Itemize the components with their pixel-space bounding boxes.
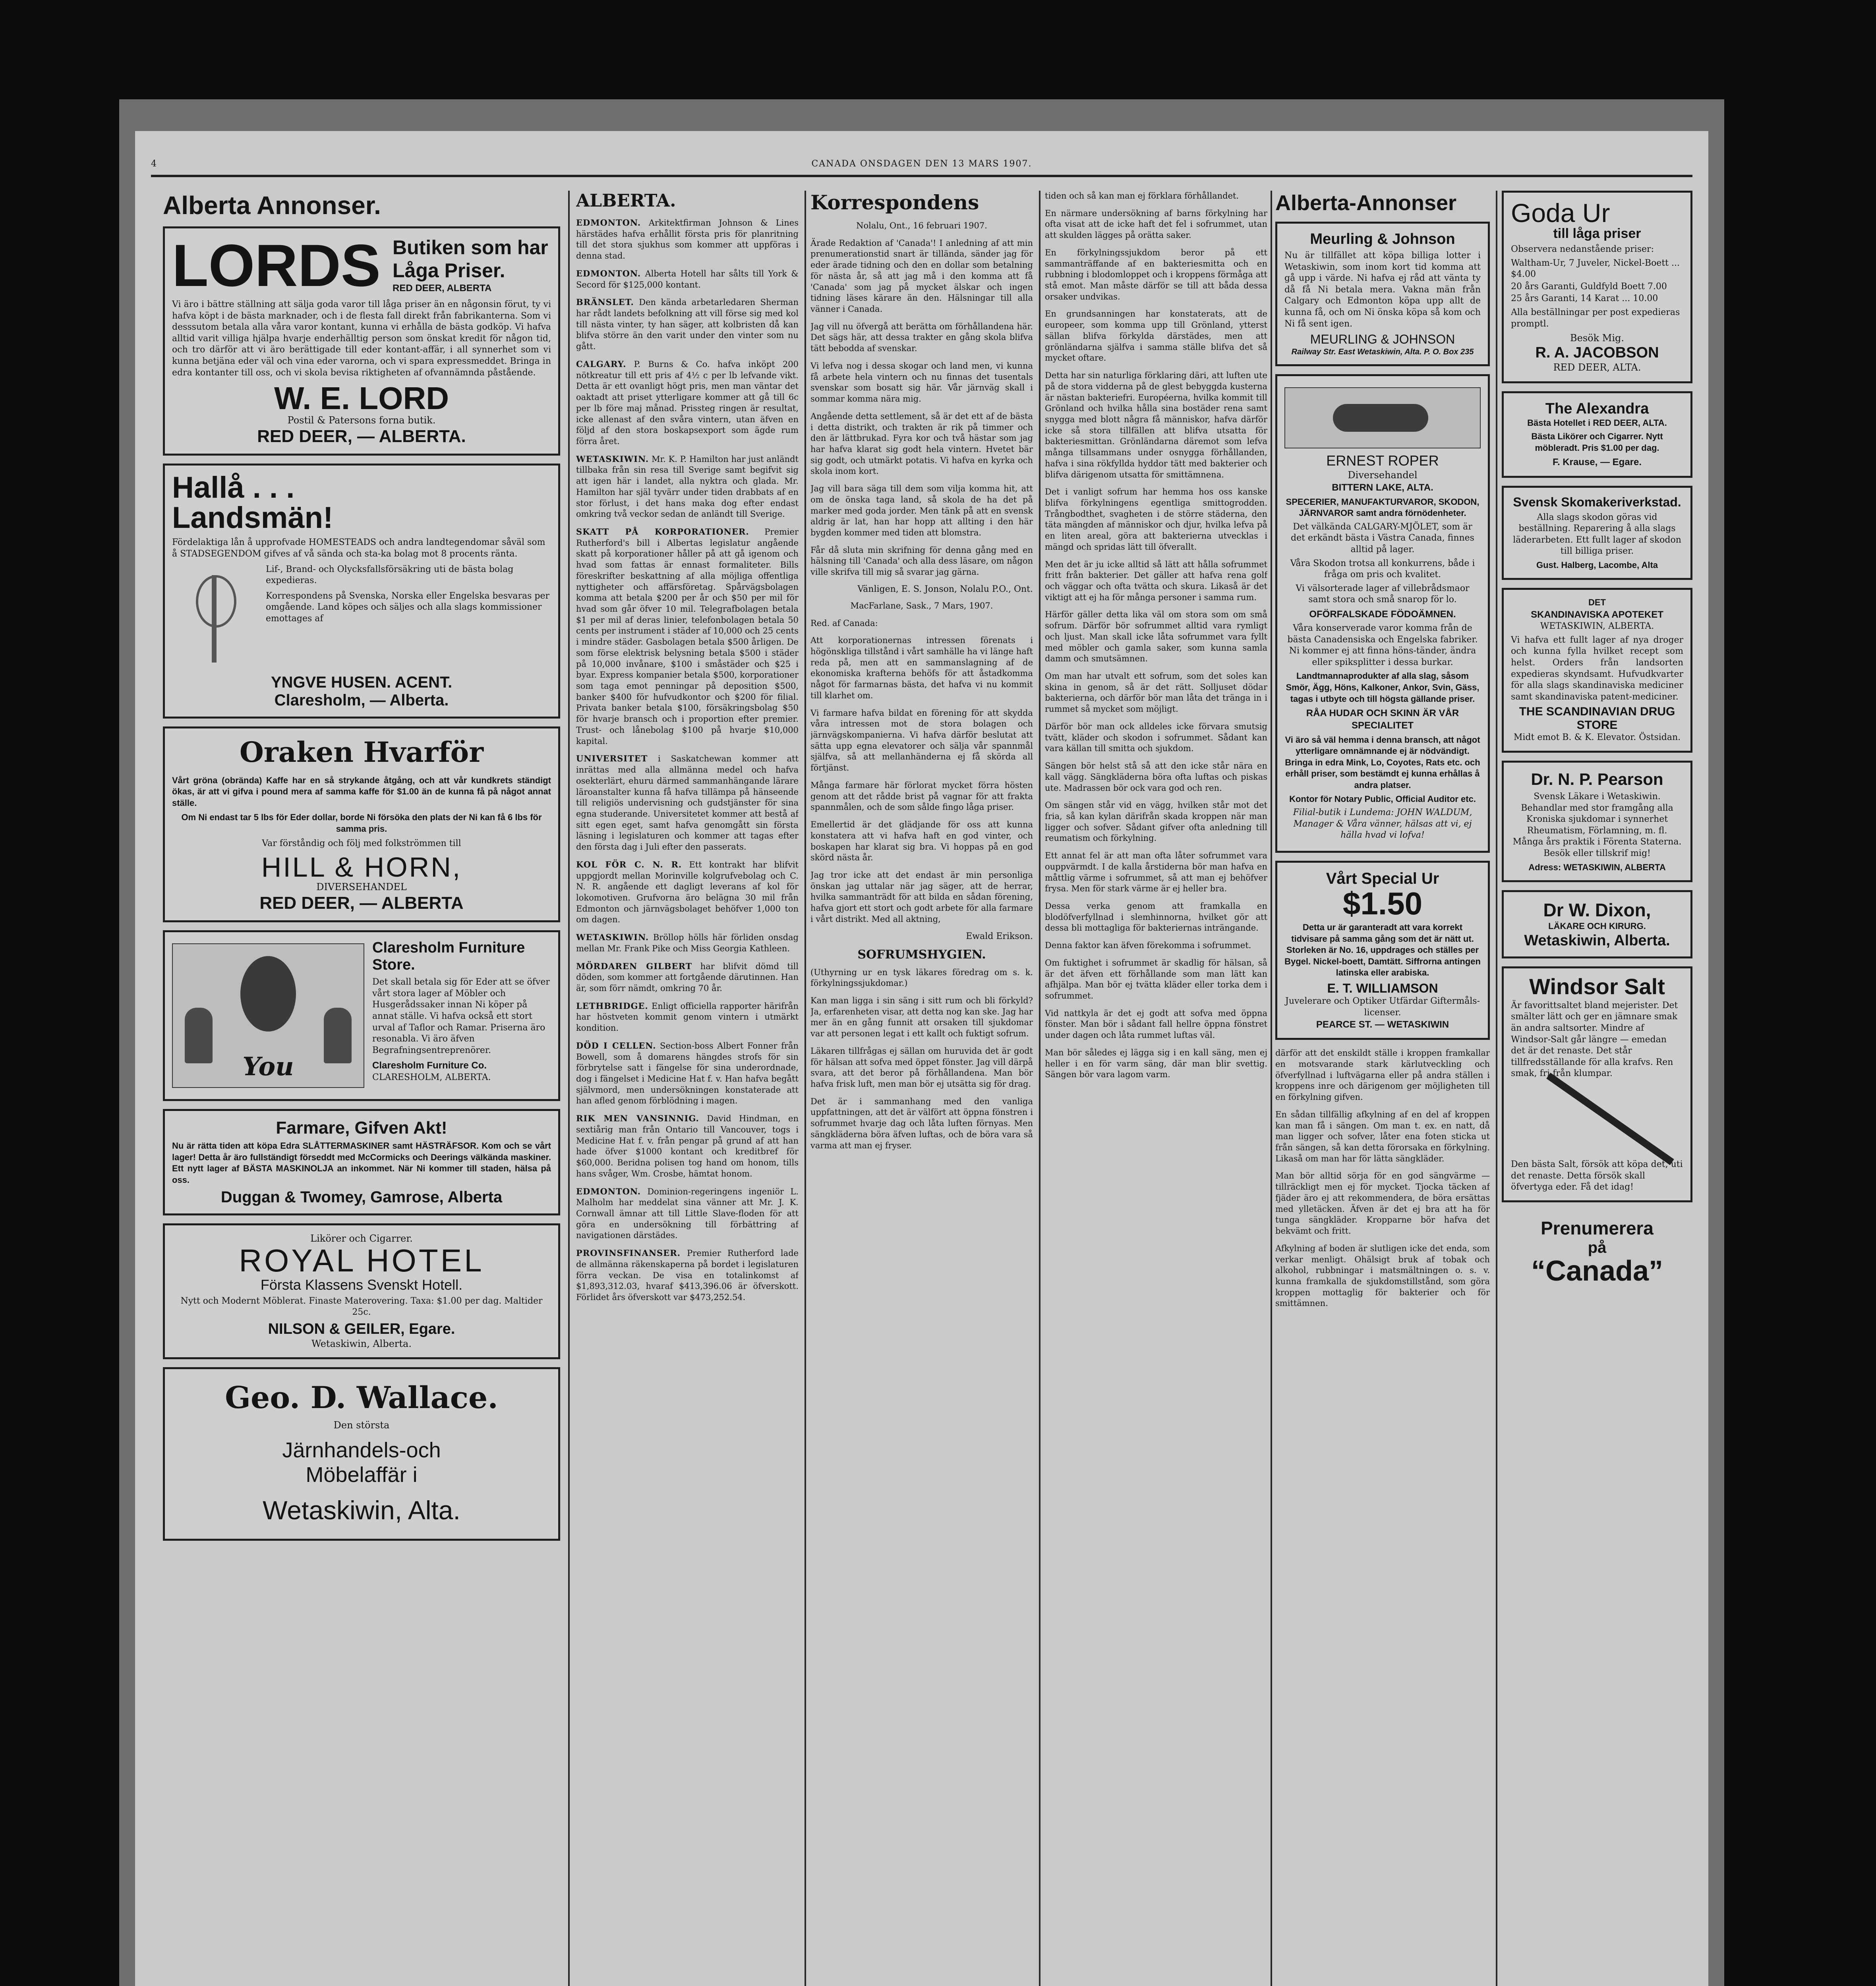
news-text: i Saskatchewan kommer att inrättas med alla allmänna medel och hafva osekterlärt, ehuru därmed sammanhängande lärare läroanstalter kunna få hafva tillämpa på hänseende till religiös undervisning och gudstjänster för sina egna studerande. Universitetet kommer att bestå af sitt egen eget, samt hafva genomgått sin första läsning i legislaturen och kommer att tagas efter den första dag i Juli efter den passerats.: [576, 754, 799, 852]
article-body: [1045, 191, 1267, 1080]
oraken-city: RED DEER, — ALBERTA: [259, 893, 464, 913]
roper-text8: Kontor för Notary Public, Official Auditor etc.: [1289, 794, 1476, 804]
article-paragraph: Ett annat fel är att man ofta låter sofrummet vara ouppvärmdt. I de kalla årstiderna bör man hafva en måttlig värme i sofrummet, så att man ej behöfver frysa. Men för stark värme är ej heller bra.: [1045, 851, 1267, 894]
oraken-text1: Vårt gröna (obrända) Kaffe har en så strykande åtgång, och att vår kundkrets ständigt ökas, är att vi gifva i pound mera af samma kaffe för $1.00 än de kunna få på något annat ställe.: [172, 775, 551, 808]
section-title: Alberta Annonser.: [163, 191, 381, 220]
news-list: [576, 217, 799, 1303]
article-paragraph: Detta har sin naturliga förklaring däri, att luften ute på de stora vidderna på de glest bebyggda kusterna är nästan bakteriefri. Européerna, hvilka kommit till Grönland och hvilka hålla sina bostäder rena samt snygga med blott några få människor, hafva därför icke så stora tillfällen att blifva utsatta för bakteriesmittan. Grönländarna däremot som lefva många tillsammans under osnygga förhållanden, hafva i sina rökfyllda hyddor tätt med bakterier och blifva därigenom utsatta för smittämnena.: [1045, 371, 1267, 479]
special-name: E. T. WILLIAMSON: [1327, 981, 1438, 995]
special-text: Detta ur är garanteradt att vara korrekt tidvisare på samma gång som det är nätt ut. Storleken är No. 16, uppdrages och ställes per Bygel. Nickel-boett, Damtätt. Siffrorna antingen latinska eller arabiska.: [1284, 922, 1481, 978]
lords-sub: Postil & Patersons forna butik.: [287, 415, 436, 426]
section-title: Korrespondens: [810, 191, 979, 214]
news-heading: LETHBRIDGE.: [576, 1001, 648, 1011]
column-rule: [568, 191, 570, 1986]
alexandra-title: The Alexandra: [1545, 400, 1649, 417]
news-heading: CALGARY.: [576, 359, 627, 369]
special-price: $1.50: [1342, 885, 1423, 921]
news-heading: EDMONTON.: [576, 268, 641, 278]
sofrum-body: [810, 967, 1033, 1151]
dixon-city: Wetaskiwin, Alberta.: [1524, 932, 1670, 949]
news-item: [576, 217, 799, 262]
news-heading: WETASKIWIN.: [576, 932, 649, 943]
letter-paragraph: Får då sluta min skrifning för denna gång med en hälsning till 'Canada' och alla dess läsare, om någon ville skrifva till mig så svarar jag gärna.: [810, 545, 1033, 577]
letter1-body: [810, 238, 1033, 578]
ad-goda-ur: [1502, 191, 1692, 383]
article-paragraph: Läkaren tillfrågas ej sällan om huruvida det är godt för hälsan att sofva med öppet fönster. Jag vill därpå svara, att det beror på förhållandena. Man bör hafva frisk luft, men man bör ej utsätta sig för drag.: [810, 1046, 1033, 1089]
goda-sub: till låga priser: [1553, 226, 1641, 241]
column-rule: [1271, 191, 1272, 1986]
news-heading: PROVINSFINANSER.: [576, 1248, 681, 1258]
price-item: 20 års Garanti, Guldfyld Boett 7.00: [1511, 281, 1667, 292]
roper-location: BITTERN LAKE, ALTA.: [1332, 482, 1433, 493]
news-text: Den kända arbetarledaren Sherman har rådt landets befolkning att vill förse sig med kol till nästa vinter, ty han säger, att kolbristen då kan blifva större än den varit under den vinter som nu gått.: [576, 298, 799, 352]
column-article-continued: [1045, 191, 1267, 1986]
roper-text1: SPECERIER, MANUFAKTURVAROR, SKODON, JÄRNVAROR samt andra förnödenheter.: [1286, 496, 1480, 518]
column-rule: [805, 191, 806, 1986]
prenum-line1: Prenumerera: [1541, 1217, 1654, 1238]
news-item: [576, 1001, 799, 1034]
prenum-line2: på: [1588, 1238, 1607, 1256]
news-item: [576, 1040, 799, 1107]
column-rule: [1039, 191, 1041, 1986]
windsor-title: Windsor Salt: [1529, 974, 1665, 999]
lords-logo: LORDS: [172, 232, 381, 299]
letter-paragraph: Ärade Redaktion af 'Canada'! I anledning af att min prenumerationstid snart är tillända, sänder jag för eder ärade tidning och den en dollar som betalning för nästa år, så att jag må i den komma att få 'Canada' som jag på mycket älskar och ingen tidning läses kärare än den. Hälsningar till alla vänner i Canada.: [810, 238, 1033, 314]
furniture-name: Claresholm Furniture Co.: [372, 1060, 487, 1071]
pearson-title: Dr. N. P. Pearson: [1531, 770, 1663, 788]
article-paragraph: Dessa verka genom att framkalla en blodöfverfyllnad i slemhinnorna, hvilket gör att dessa bli mottagliga för bakteriernas inträngande.: [1045, 901, 1267, 933]
article-paragraph: En sådan tillfällig afkylning af en del af kroppen kan man få i sängen. Om man t. ex. en natt, då man ligger och sofver, låter ena foten sticka ut från sängen, så kan detta förorsaka en förkylning. Likaså om man har för lätta sängkläder.: [1275, 1109, 1490, 1163]
roper-text2: Det välkända CALGARY-MJÖLET, som är det erkändt bästa i Västra Canada, finnes alltid på lager.: [1291, 522, 1474, 554]
news-text: Dominion-regeringens ingeniör L. Malholm har meddelat sina vänner att Mr. J. K. Cornwall ämnar att till Little Slave-floden för att göra en undersökning till förbättring af navigationen därstädes.: [576, 1186, 799, 1240]
goda-cta: Besök Mig.: [1570, 332, 1625, 344]
article-paragraph: därför att det enskildt ställe i kroppen framkallar en motsvarande stark kärlutveckling och öfverfyllnad i luftvägarna eller på andra ställen i kroppens inre och därigenom ger möjligheten till en förkylning gifven.: [1275, 1048, 1490, 1102]
ad-roper: [1275, 374, 1490, 853]
news-text: Enligt officiella rapporter härifrån har höstveten kommit genom vintern i utmärkt kondition.: [576, 1001, 799, 1033]
masthead: CANADA ONSDAGEN DEN 13 MARS 1907.: [811, 159, 1032, 169]
price-list: [1511, 258, 1683, 305]
news-text: Premier Rutherford lade de allmänna räkenskaperna på bordet i legislaturen förra veckan. De visa en totalinkomst af $1,893,312.03, hvaraf $413,396.06 är öfverskott. Förlidet års öfverskott var $473,252.54.: [576, 1248, 799, 1302]
hotel-city: Wetaskiwin, Alberta.: [311, 1338, 412, 1350]
roper-text6: Landtmannaprodukter af alla slag, såsom Smör, Ägg, Höns, Kalkoner, Ankor, Svin, Gäss, tagas i utbyte och till högsta gällande priser.: [1286, 671, 1480, 704]
news-heading: EDMONTON.: [576, 218, 641, 228]
news-item: [576, 454, 799, 520]
news-item: [576, 268, 799, 290]
news-heading: MÖRDAREN GILBERT: [576, 961, 692, 971]
news-heading: KOL FÖR C. N. R.: [576, 859, 682, 869]
header-rule: [151, 175, 1692, 177]
price-item: 25 års Garanti, 14 Karat ... 10.00: [1511, 294, 1658, 304]
news-item: [576, 961, 799, 994]
wallace-line2: Möbelaffär i: [306, 1463, 418, 1487]
halla-text1: Fördelaktiga lån å upprofvade HOMESTEADS och andra landtegendomar såväl som å STADSEGENDOM gifves af vå sända och sta-ka bolag mot 8 procents ränta.: [172, 537, 545, 559]
news-text: Section-boss Albert Fonner från Bowell, som å domarens hängdes strofs för sin förbrytelse satt i fängelse för sina underordnade, dog i fängelset i Medicine Hat f. v. Han hafva begått självmord, men undersökningen konstaterade att han afled genom förblödning i magen.: [576, 1041, 799, 1106]
article-paragraph: Man bör alltid sörja för en god sängvärme — tillräckligt men ej för mycket. Tjocka täcken af fjäder äro ej att rekommendera, de böra ersättas med ylletäcken. Äfven är det ej bra att ha för tunga sängkläder. Kropparne bör hafva det bekvämt och fritt.: [1275, 1171, 1490, 1236]
halla-city: Claresholm, — Alberta.: [274, 691, 449, 709]
furniture-text: Det skall betala sig för Eder att se öfver vårt stora lager af Möbler och Husgerådssaker innan Ni köper på annat ställe. Vi hafva också ett stort urval af Taflor och Ramar. Priserna äro resonabla. Vi äro äfven Begrafningsentreprenörer.: [372, 977, 550, 1055]
pearson-addr: Adress: WETASKIWIN, ALBERTA: [1528, 862, 1666, 872]
roper-heading1: OFÖRFALSKADE FÖDOÄMNEN.: [1309, 609, 1456, 620]
article-paragraph: Det i vanligt sofrum har hemma hos oss kanske blifva förkylningens egentliga smittogrodden. Trångbodthet, svagheten i de större städerna, den täta mängden af människor och djur, hvilka lefva på en liten areal, göra att bakterierna utvecklas i mängd och spridas lätt till öfverallt.: [1045, 487, 1267, 552]
letter-paragraph: Att korporationernas intressen förenats i högönskliga tillstånd i vårt samhälle ha vi länge haft reda på, men att en sammanslagning af de ekonomiska krafterna behöfs för att åstadkomma något för farmarnas bästa, det hafva vi nu kommit till klarhet om.: [810, 636, 1033, 700]
letter1-signature: Vänligen, E. S. Jonson, Nolalu P.O., Ont.: [857, 584, 1033, 594]
page-number: 4: [151, 159, 157, 169]
hotel-text: Nytt och Modernt Möblerat. Finaste Materovering. Taxa: $1.00 per dag. Maltider 25c.: [180, 1296, 543, 1318]
special-sub: Juvelerare och Optiker Utfärdar Giftermåls-licenser.: [1285, 996, 1480, 1018]
news-heading: UNIVERSITET: [576, 753, 648, 764]
news-item: [576, 526, 799, 747]
news-item: [576, 1248, 799, 1303]
letter-paragraph: Jag vill nu öfvergå att berätta om förhållandena här. Det sägs här, att dessa trakter en gång skola blifva tätt bebodda af svenskar.: [810, 321, 1033, 354]
goda-title: Goda Ur: [1511, 198, 1610, 228]
article-paragraph: En grundsanningen har konstaterats, att de europeer, som komma upp till Grönland, ytterst sällan blifva förkylda därstädes, men att grönländarna själfva i samma ställe blifva det så mycket oftare.: [1045, 309, 1267, 363]
letter-paragraph: Jag vill bara säga till dem som vilja komma hit, att om de önska taga land, så skola de ha det på marker med goda jorder. Men tänk på att en svensk aldrig är lat, han har hopp att allting i den här bygden kommer med tiden att blomstra.: [810, 484, 1033, 537]
wallace-sub: Den största: [333, 1420, 390, 1431]
news-item: [576, 1186, 799, 1242]
goda-note: Alla beställningar per post expedieras promptl.: [1511, 307, 1680, 329]
letter-paragraph: Jag tror icke att det endast är min personliga önskan jag uttalar när jag säger, att de herrar, hvilka sammanträdt för att bilda en sådan förening, hafva gjort ett stort och godt arbete för alla farmare i vårt distrikt. Med all aktning,: [810, 870, 1033, 924]
windsor-text2: Den bästa Salt, försök att köpa det, uti det renaste. Detta försök skall öfvertyga eder. Få det idag!: [1511, 1159, 1683, 1192]
lords-location: RED DEER, ALBERTA: [393, 283, 492, 294]
oraken-text3: Var förståndig och följ med folkströmmen till: [262, 838, 461, 848]
meurling-name: MEURLING & JOHNSON: [1310, 332, 1455, 347]
halla-text2: Lif-, Brand- och Olycksfallsförsäkring uti de bästa bolag expedieras.: [266, 564, 514, 586]
ad-meurling: [1275, 222, 1490, 366]
newspaper-page: [135, 131, 1708, 1986]
alexandra-text: Bästa Likörer och Cigarrer. Nytt möbleradt. Pris $1.00 per dag.: [1531, 431, 1663, 453]
ad-special-watch: [1275, 861, 1490, 1040]
ad-windsor-salt: [1502, 966, 1692, 1202]
farmare-title: Farmare, Gifven Akt!: [276, 1118, 447, 1138]
goda-name: R. A. JACOBSON: [1535, 344, 1659, 361]
apotek-name: THE SCANDINAVIAN DRUG STORE: [1519, 705, 1675, 732]
letter-paragraph: Vi lefva nog i dessa skogar och land men, vi kunna få arbete hela vintern och nu finnas det tusentals svenskar som bosatt sig här. Vår järnväg skall i sommar komma nära mig.: [810, 361, 1033, 404]
article-paragraph: Afkylning af boden är slutligen icke det enda, som verkar menligt. Ohälsigt bruk af tobak och alkohol, rubbningar i matsmältningen o. s. v. kunna framkalla de sjukdomstillstånd, som göra kroppen mottaglig för bakterier och för smittämnen.: [1275, 1243, 1490, 1308]
article-paragraph: Om fuktighet i sofrummet är skadlig för hälsan, så är det äfven ett förhållande som man lätt kan afhjälpa. Man bör ej tvätta kläder eller torka dem i sofrummet.: [1045, 958, 1267, 1001]
news-item: [576, 359, 799, 447]
article-paragraph: Man bör således ej lägga sig i en kall säng, men ej heller i en för varm säng, där man blir svettig. Sängen bör vara lagom varm.: [1045, 1047, 1267, 1080]
letter2-head: MacFarlane, Sask., 7 Mars, 1907.: [850, 601, 993, 610]
letter-paragraph: Många farmare här förlorat mycket förra hösten genom att det rådde brist på vagnar för att frakta spannmålen, och de som sålde fingo låga priser.: [810, 780, 1033, 812]
oraken-title: Oraken Hvarför: [239, 735, 484, 769]
ad-wallace: [163, 1367, 560, 1541]
ad-halla: [163, 464, 560, 718]
article-paragraph: Sängen bör helst stå så att den icke står nära en kall vägg. Sängkläderna böra ofta luftas och piskas ute. Madrassen bör ock vara god och ren.: [1045, 761, 1267, 793]
hotel-name: NILSON & GEILER, Egare.: [268, 1321, 455, 1338]
ad-lords: [163, 226, 560, 456]
lords-city: RED DEER, — ALBERTA.: [257, 427, 466, 446]
article-paragraph: tiden och så kan man ej förklara förhållandet.: [1045, 191, 1239, 201]
pearson-text: Svensk Läkare i Wetaskiwin. Behandlar med stor framgång alla Kroniska sjukdomar i synnerhet Rheumatism, Förlamning, m. fl. Många års praktik i Förenta Staterna. Besök eller tillskrif mig!: [1512, 792, 1682, 858]
apotek-title: SKANDINAVISKA APOTEKET: [1531, 609, 1663, 620]
letter1-head: Nolalu, Ont., 16 februari 1907.: [856, 221, 987, 230]
skomaker-addr: Gust. Halberg, Lacombe, Alta: [1536, 560, 1658, 570]
news-item: [576, 932, 799, 954]
skomaker-text: Alla slags skodon göras vid beställning. Reparering å alla slags läderarbeten. Ett fullt lager af skodon till billiga priser.: [1513, 512, 1681, 556]
article-paragraph: Om man har utvalt ett sofrum, som det soles kan skina in genom, så är det rätt. Solljuset dödar bakterierna, och därför bör man låta det tränga in i rummet så mycket som möjligt.: [1045, 671, 1267, 714]
sofrum-title: SOFRUMSHYGIEN.: [857, 947, 986, 962]
goda-city: RED DEER, ALTA.: [1553, 362, 1641, 373]
dixon-title: Dr W. Dixon,: [1543, 900, 1651, 921]
news-item: [576, 753, 799, 852]
news-text: Alberta Hotell har sålts till York & Secord för $125,000 kontant.: [576, 269, 799, 290]
article-paragraph: Därför bör man ock alldeles icke förvara smutsig tvätt, kläder och skodon i sofrummet. Sådant kan vara källan till smitta och sjukdom.: [1045, 721, 1267, 753]
letter-paragraph: Emellertid är det glädjande för oss att kunna konstatera att vi hafva haft en god vinter, och boskapen har klarat sig bra. Vi hoppas på en god skörd nästa år.: [810, 820, 1033, 863]
lords-name: W. E. LORD: [274, 381, 449, 416]
special-title: Vårt Special Ur: [1326, 869, 1439, 887]
article-paragraph: Denna faktor kan äfven förekomma i sofrummet.: [1045, 941, 1251, 950]
halla-title1: Hallå . . .: [172, 471, 295, 505]
column-alberta-annonser-right: [1275, 191, 1490, 1986]
lords-text: Vi äro i bättre ställning att sälja goda varor till låga priser än en någonsin förut, ty vi hafva köpt i de bästa marknader, och i de flesta fall direkt från fabrikanterna. Som vi desssutom betala alla våra varor kontant, kunna vi erhålla de bästa godköp. Vi hafva alltid varit villiga hjälpa hvarje enderhälltig person som önskat kredit för någon tid, och tro därför att vi äro berättigade till eder kontant-affär, i all synnerhet som vi kunna betjäna eder väl och vina eder varorna, och vi spara expressmeddet. Bringa in edra kontanter till oss, och vi skola bevisa riktigheten af ofvannämnda påstående.: [172, 299, 551, 378]
wallace-title: Geo. D. Wallace.: [225, 1380, 498, 1416]
article-paragraph: Härför gäller detta lika väl om stora som om små sofrum. Därför bör sofrummet alltid vara rymligt och ljust. Man skall icke låta sofrummet vara fyllt med möbler och gamla saker, som kunna samla damm och smutsämnen.: [1045, 610, 1267, 664]
column-rule: [1496, 191, 1497, 1986]
lords-line1: Butiken som har: [393, 236, 548, 259]
oraken-text2: Om Ni endast tar 5 lbs för Eder dollar, borde Ni försöka den plats der Ni kan få 6 lbs för samma pris.: [181, 812, 542, 834]
news-heading: RIK MEN VANSINNIG.: [576, 1113, 699, 1124]
apotek-addr: Midt emot B. & K. Elevator. Östsidan.: [1513, 732, 1681, 743]
wheat-illustration: [172, 567, 259, 670]
halla-agent: YNGVE HUSEN. ACENT.: [271, 673, 453, 691]
lords-line2: Låga Priser.: [393, 259, 505, 282]
ad-farmare: [163, 1109, 560, 1215]
news-text: Mr. K. P. Hamilton har just anländt tillbaka från sin resa till Sverige samt begifvit sig att igen här i landet, alla nyktra och glada. Mr. Hamilton har själ tyvärr under tiden drabbats af en stor förlust, i det hans maka dog efter endast omkring två veckor sedan de anländt till Sverige.: [576, 454, 799, 519]
meurling-addr: Railway Str. East Wetaskiwin, Alta. P. O. Box 235: [1291, 348, 1474, 357]
news-heading: DÖD I CELLEN.: [576, 1040, 656, 1051]
roper-heading2: RÅA HUDAR OCH SKINN ÄR VÅR SPECIALITET: [1306, 708, 1459, 731]
apotek-top: DET: [1588, 597, 1606, 608]
section-title: Alberta-Annonser: [1275, 191, 1457, 215]
letter2-salute: Red. af Canada:: [810, 618, 878, 628]
price-item: Waltham-Ur, 7 Juveler, Nickel-Boett ... $4.00: [1511, 258, 1680, 280]
roper-text4: Vi välsorterade lager af villebrådsmaor samt stora och små snarор för lo.: [1296, 583, 1470, 605]
furniture-city: CLARESHOLM, ALBERTA.: [372, 1072, 491, 1082]
section-title: ALBERTA.: [576, 191, 676, 211]
article-paragraph: En närmare undersökning af barns förkylning har ofta visat att de icke haft det fel i sofrummet, utan att skulden lägges på orätta saker.: [1045, 208, 1267, 240]
dixon-sub: LÄKARE OCH KIRURG.: [1548, 921, 1646, 931]
ad-pearson: [1502, 761, 1692, 882]
news-heading: WETASKIWIN.: [576, 454, 649, 464]
article-paragraph: Om sängen står vid en vägg, hvilken står mot det fria, så kan kylan därifrån skada kroppen när man ligger och sofver. Sådant gifver ofta anledning till reumatism och förkylning.: [1045, 800, 1267, 843]
article-paragraph: En förkylningssjukdom beror på ett sammanträffande af en bakteriesmitta och en rubbning i blodomloppet och i kroppens förmåga att stå emot. Man måste därför se till att båda dessa orsaker undvikas.: [1045, 247, 1267, 301]
pen-illustration: [1511, 1084, 1683, 1155]
roper-text7: Vi äro så väl hemma i denna bransch, att något ytterligare omnämnande ej är nödvändigt. Bringa in edra Mink, Lo, Coyotes, Rats etc. och erhåll priser, som bestämdt ej kunna erhållas å andra platser.: [1285, 734, 1480, 790]
news-item: [576, 297, 799, 352]
oraken-name: HILL & HORN,: [261, 852, 462, 883]
article-paragraph: (Uthyrning ur en tysk läkares föredrag om s. k. förkylningssjukdomar.): [810, 967, 1033, 988]
meurling-title: Meurling & Johnson: [1310, 231, 1455, 247]
meurling-text: Nu är tillfället att köpa billiga lotter i Wetaskiwin, som inom kort tid komma att gå upp i värde. Ni hafva ej råd att vänta ty då få Ni betala mera. Vakna män från Calgary och Edmonton köpa upp allt de kunna få, och om Ni önska köpa så kom och Ni få sent igen.: [1284, 251, 1481, 329]
news-item: [576, 859, 799, 925]
letter-paragraph: Angående detta settlement, så är det ett af de bästa i detta distrikt, och trakten är rik på timmer och den är lättbrukad. Fyra kor och två hästar som jag har hafva klarat sig godt hela vintern. Hvetet bär sig godt, och utmärkt potatis. Vi hafva en kyrka och skola inom kort.: [810, 411, 1033, 476]
ad-apotek: [1502, 588, 1692, 753]
farmare-text: Nu är rätta tiden att köpa Edra SLÅTTERMASKINER samt HÄSTRÄFSOR. Kom och se vårt lager! Detta år äro fullständigt förseddt med McCormicks och Deerings välkända maskiner. Ett nytt lager af BÄSTA MASKINOLJA an inkommet. När Ni kommer till staden, hälsa på oss.: [172, 1141, 551, 1185]
ad-dixon: [1502, 890, 1692, 958]
news-text: Premier Rutherford's bill i Albertas legislatur angående skatt på korporationer håller på att gå igenom och hvad som fattas är ennast formaliteter. Bills föreskrifter beskattning af alla möjliga offentliga nyttigheter och affärsföretag. Spårvägsbolagen komma att betala $200 per år och $50 per mil för hvad som går öfver 10 mil. Telegrafbolagen betala $1 per mil af deras linier, telefonbolagen betala 50 cents per instrument i städer af 10,000 och 25 cents i mindre städer. Gasbolagen betala $500 årligen. De som förse elektrisk belysning betala $500 i städer på 10,000 invånare, $100 i småstäder och $25 i byar. Express kompanier betala $500, korporationer som taga emot penningar på deposition $500, banker $400 för hufvudkontor och $200 för filial. Privata banker betala $100, försäkringsbolag $50 för hvarje bransch och i proportion efter premier. Trust- och lånebolag $100 på hvarje $10,000 kapital.: [576, 527, 799, 746]
page-header: [151, 159, 1692, 168]
news-text: P. Burns & Co. hafva inköpt 200 nötkreatur till ett pris af 4½ c per lb lefvande vikt. Detta är ett ovanligt högt pris, men man väntar det oaktadt att priset ytterligare kommer att gå till 6c per lb före maj månad. Prissteg ringen är resultat, icke allenast af den svåra vintern, utan äfven en följd af den stora boskapsexport som ägde rum förra året.: [576, 359, 799, 446]
ad-alexandra: [1502, 391, 1692, 478]
apotek-text: Vi hafva ett fullt lager af nya droger och kunna fylla hvilket recept som helst. Orders från landsorten expedieras skyndsamt. Hufvudkvarter för alla slags skandinaviska mediciner samt skandinaviska patent-mediciner.: [1511, 635, 1683, 702]
halla-title2: Landsmän!: [172, 501, 333, 535]
column-alberta-news: [576, 191, 799, 1986]
news-text: Ett kontrakt har blifvit uppgjordt mellan Morinville kolgrufvebolag och C. N. R. angående ett dagligt leverans af kol för lokomotiven. Grufvorna äro belägna 30 mil från Edmonton och järnvägsbolaget behöfver 1,000 ton om dagen.: [576, 860, 799, 925]
column-korrespondens: [810, 191, 1033, 1986]
hotel-top: Likörer och Cigarrer.: [310, 1233, 413, 1244]
roper-text3: Våra Skodon trotsa all konkurrens, både i fråga om pris och kvalitet.: [1290, 558, 1475, 580]
article-paragraph: Men det är ju icke alltid så lätt att hålla sofrummet fritt från bakterier. Det gäller att hafva rena golf och väggar och ofta tvätta och skura. Likaså är det viktigt att ej ha för många personer i samma rum.: [1045, 559, 1267, 602]
oraken-sub: DIVERSEHANDEL: [316, 881, 407, 893]
windsor-text: Är favorittsaltet bland mejerister. Det smälter lätt och ger en jämnare smak än andra saltsorter. Mindre af Windsor-Salt går längre — emedan det är det renaste. Det står tillfredsställande för alla krafvs. Ren smak, fri från klumpar.: [1511, 1000, 1678, 1079]
ad-furniture: [163, 930, 560, 1101]
news-text: Arkitektfirman Johnson & Lines härstädes hafva erhållit första pris för planritning till det stora sjukhus som kommer att uppföras i denna stad.: [576, 218, 799, 261]
ad-prenumerera: [1502, 1210, 1692, 1292]
special-addr: PEARCE ST. — WETASKIWIN: [1316, 1019, 1449, 1030]
article-paragraph: Det är i sammanhang med den vanliga uppfattningen, att det är välfört att öppna fönstren i sofrummet hvarje dag och låta luften förnyas. Men sängkläderna böra äfven luftas, och de böra vara så varma att man ej fryser.: [810, 1096, 1033, 1150]
hotel-sub: Första Klassens Svenskt Hotell.: [260, 1276, 463, 1293]
skomaker-title: Svensk Skomakeriverkstad.: [1513, 495, 1681, 509]
ad-royal-hotel: [163, 1223, 560, 1360]
ad-oraken: [163, 726, 560, 923]
letter-paragraph: Vi farmare hafva bildat en förening för att skydda våra intressen mot de stora bolagen och järnvägskompanierna. Vi hafva därför beslutat att sätta upp egna elevatorer och sälja vår spannmål själfva, så att mellanhänderna ej få skörda all förtjänst.: [810, 708, 1033, 773]
farmare-name: Duggan & Twomey, Gamrose, Alberta: [220, 1188, 503, 1206]
you-illustration: [172, 943, 364, 1088]
hotel-title: ROYAL HOTEL: [239, 1242, 484, 1278]
wallace-line1: Järnhandels-och: [282, 1438, 441, 1462]
roper-text5: Våra konserverade varor komma från de bästa Canadensiska och Engelska fabriker. Ni kommer ej att finna höns-tänder, ändra eller spiksplitter i dessa burkar.: [1287, 623, 1478, 667]
news-text: har blifvit dömd till döden, som kommer att fortgående därutinnen. Han är, som förr nämdt, omkring 70 år.: [576, 961, 799, 993]
furniture-title: Claresholm Furniture Store.: [372, 939, 525, 974]
alexandra-owner: F. Krause, — Egare.: [1552, 457, 1642, 468]
news-heading: BRÄNSLET.: [576, 297, 634, 307]
beaver-illustration: [1284, 387, 1481, 448]
news-heading: EDMONTON.: [576, 1186, 641, 1196]
roper-footer: Filial-butik i Lundema: JOHN WALDUM, Manager & Våra vänner, hälsas att vi, ej hälla hvad vi lofva!: [1293, 808, 1472, 840]
letter2-signature: Ewald Erikson.: [966, 931, 1033, 941]
prenum-line3: “Canada”: [1531, 1255, 1663, 1287]
letter2-body: [810, 635, 1033, 925]
column-alberta-annonser: [163, 191, 560, 1986]
column-ads-far-right: [1502, 191, 1692, 1986]
news-text: Bröllop hölls här förliden onsdag mellan Mr. Frank Pike och Miss Georgia Kathleen.: [576, 933, 799, 953]
roper-sub: Diversehandel: [1348, 469, 1418, 481]
you-label: You: [242, 1052, 294, 1082]
news-heading: SKATT PÅ KORPORATIONER.: [576, 526, 749, 537]
roper-title: ERNEST ROPER: [1326, 452, 1439, 469]
apotek-location: WETASKIWIN, ALBERTA.: [1540, 621, 1654, 632]
wallace-city: Wetaskiwin, Alta.: [263, 1495, 460, 1525]
article-paragraph: Vid nattkyla är det ej godt att sofva med öppna fönster. Man bör i sådant fall hellre öppna fönstret under dagen och låta rummet luftas väl.: [1045, 1008, 1267, 1040]
article-paragraph: Kan man ligga i sin säng i sitt rum och bli förkyld? Ja, erfarenheten visar, att detta nog kan ske. Jag har mer än en gång funnit att orsaken till sjukdomar var att personen legat i ett kallt och fuktigt sofrum.: [810, 995, 1033, 1039]
news-item: [576, 1113, 799, 1179]
article-continued: [1275, 1048, 1490, 1309]
ad-skomakeri: [1502, 486, 1692, 580]
alexandra-sub: Bästa Hotellet i RED DEER, ALTA.: [1527, 417, 1667, 428]
news-text: David Hindman, en sextiårig man från Ontario till Vancouver, togs i Medicine Hat f. v. från pengar på grund af att han hade öfver $1000 kontant och kreditbref för $60,000. Beridna polisen tog hand om honom, tills hans svåger, Wm. Crosbe, hämtat honom.: [576, 1114, 799, 1178]
goda-intro: Observera nedanstående priser:: [1511, 244, 1654, 254]
halla-text3: Korrespondens på Svenska, Norska eller Engelska besvaras per omgående. Land köpes och säljes och alla slags kommissioner emottages af: [266, 591, 550, 624]
